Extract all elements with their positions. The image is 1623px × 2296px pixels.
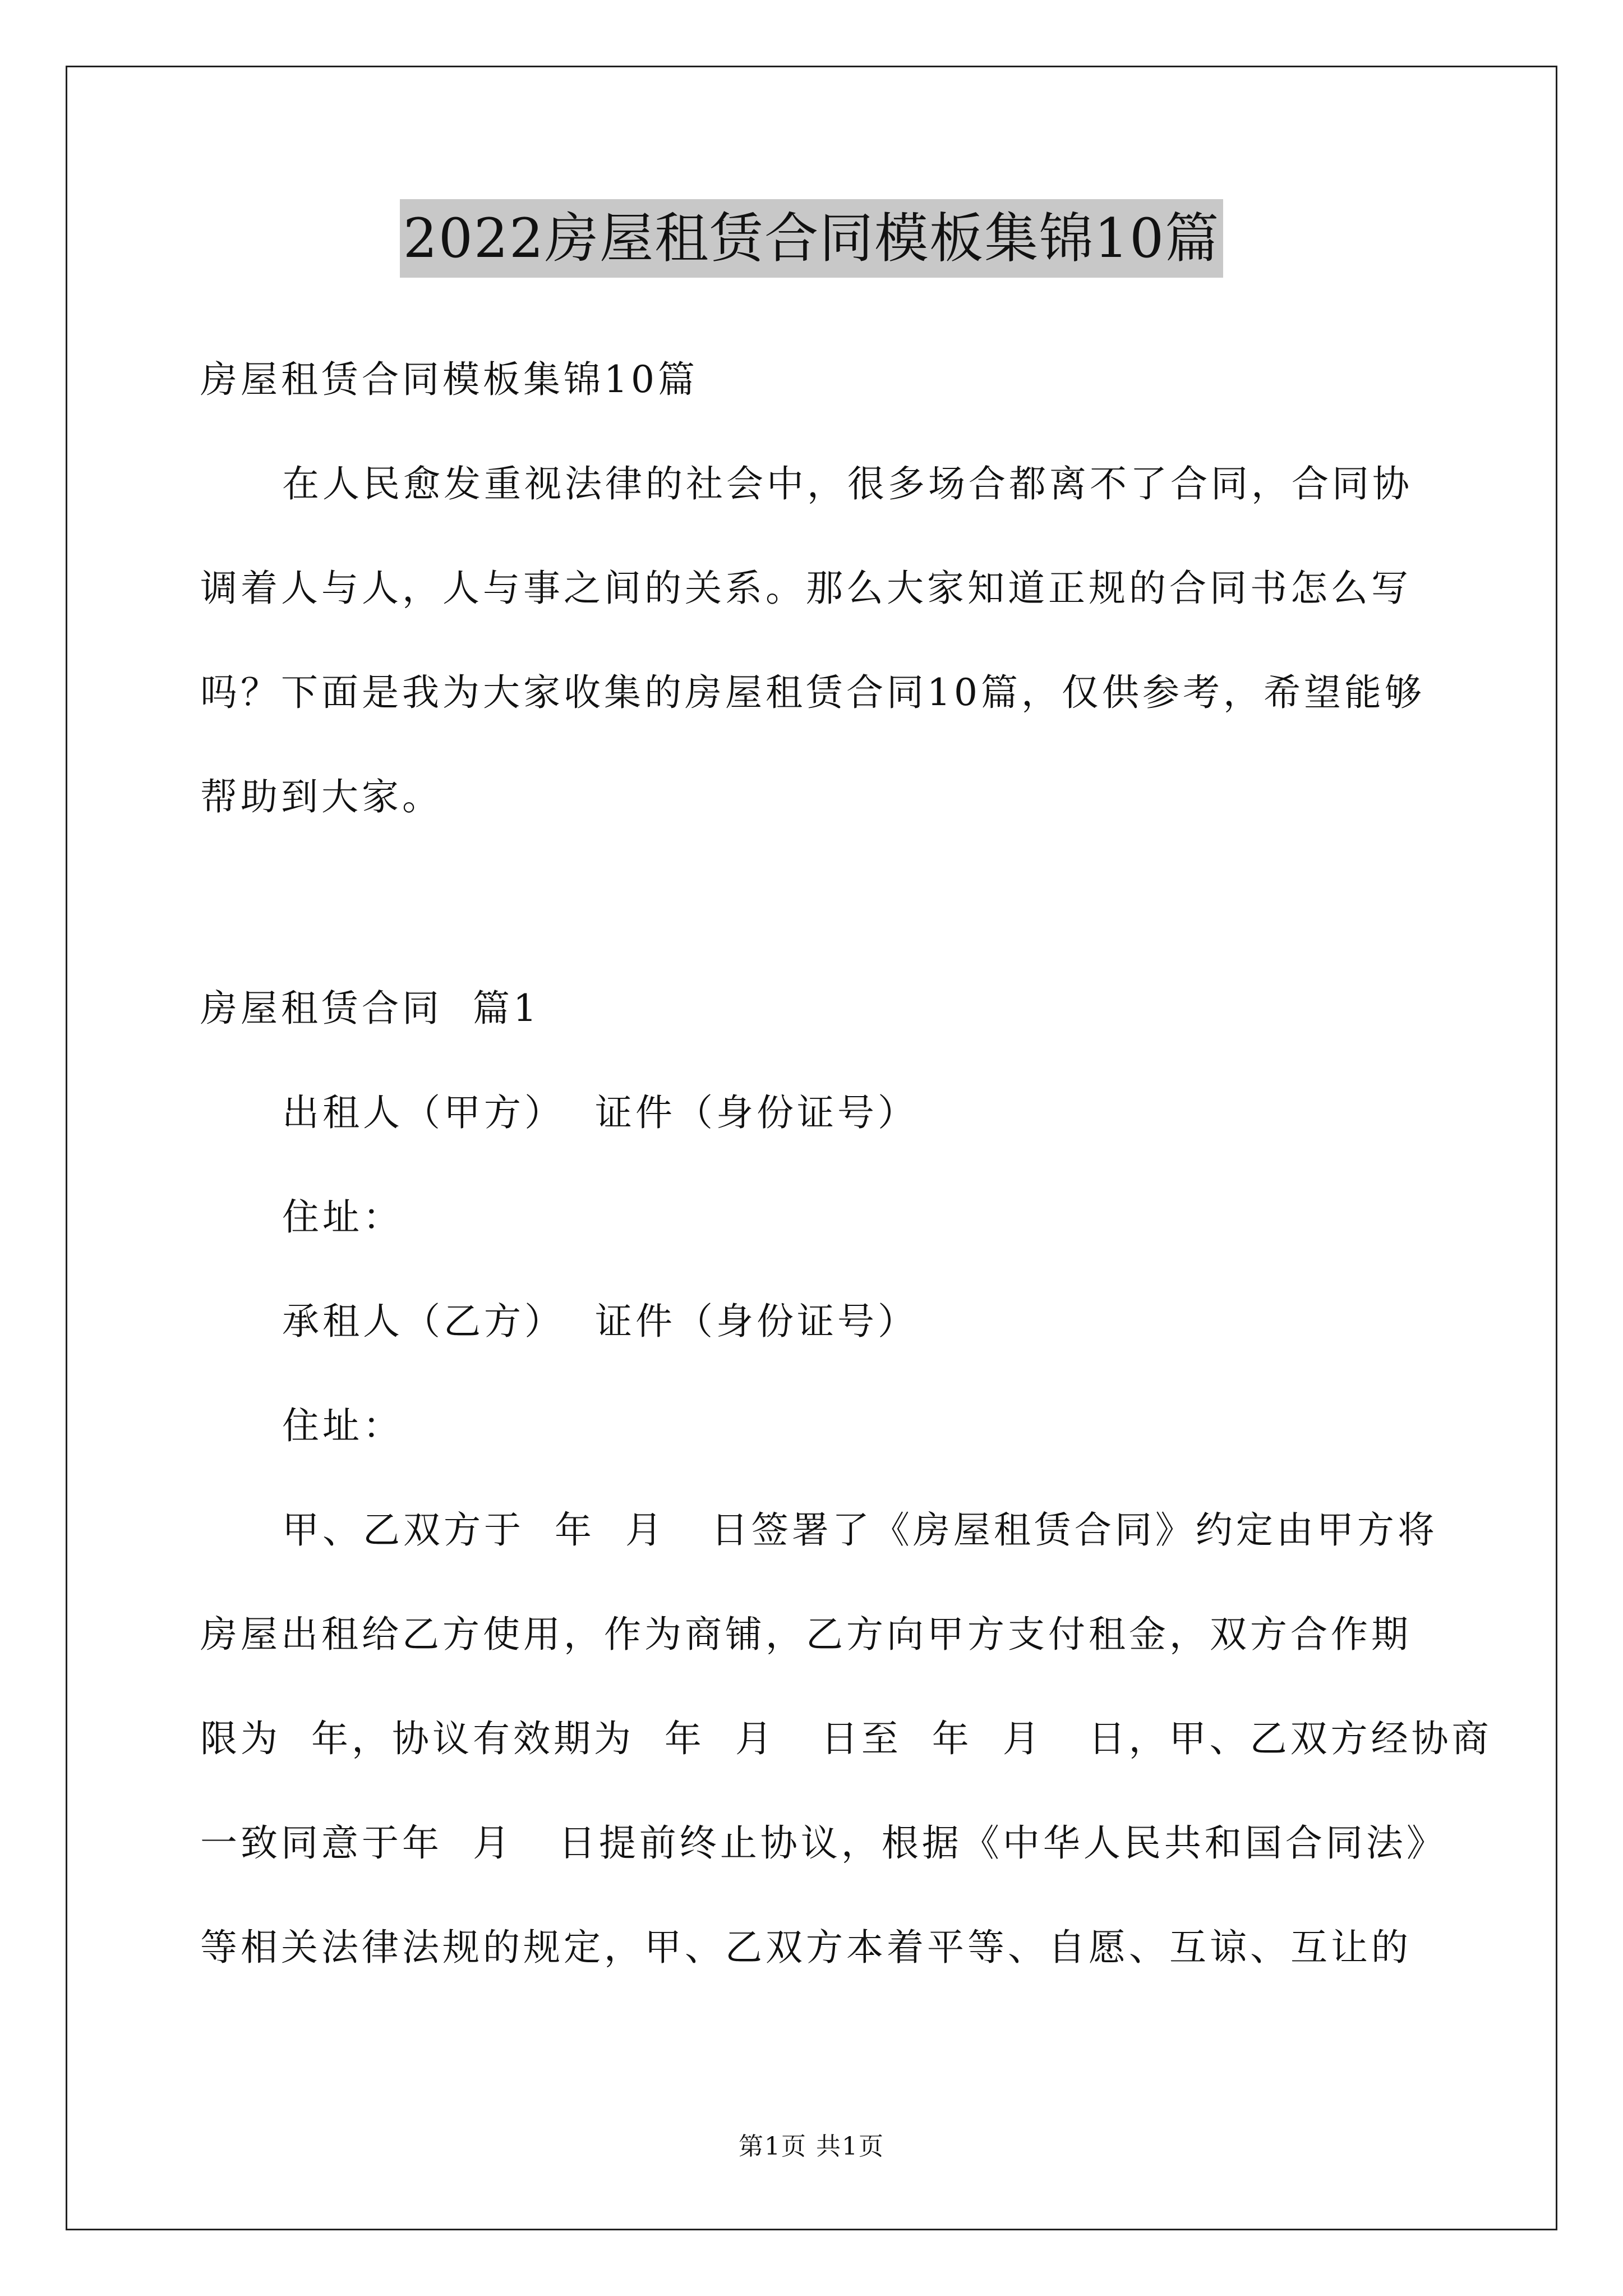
title-container [0, 199, 1623, 278]
page-number-footer: 第1页 共1页 [739, 2132, 884, 2161]
body-line: 甲、乙双方于 年 月 日签署了《房屋租赁合同》约定由甲方将 [282, 1508, 1438, 1552]
intro-line: 吗？下面是我为大家收集的房屋租赁合同10篇，仅供参考，希望能够 [200, 671, 1425, 714]
body-line: 房屋出租给乙方使用，作为商铺，乙方向甲方支付租金，双方合作期 [200, 1613, 1412, 1656]
document-title: 2022房屋租赁合同模板集锦10篇 [400, 199, 1223, 278]
lessee-field: 承租人（乙方） 证件（身份证号） [282, 1300, 918, 1343]
intro-line: 调着人与人，人与事之间的关系。那么大家知道正规的合同书怎么写 [200, 567, 1412, 610]
lessee-address-field: 住址： [282, 1404, 403, 1447]
document-subtitle: 房屋租赁合同模板集锦10篇 [200, 358, 698, 401]
body-line: 等相关法律法规的规定，甲、乙双方本着平等、自愿、互谅、互让的 [200, 1926, 1412, 1969]
body-line: 限为 年，协议有效期为 年 月 日至 年 月 日，甲、乙双方经协商 [200, 1717, 1492, 1760]
section-heading: 房屋租赁合同 篇1 [200, 987, 540, 1030]
lessor-field: 出租人（甲方） 证件（身份证号） [282, 1091, 918, 1134]
lessor-address-field: 住址： [282, 1195, 403, 1239]
intro-line: 在人民愈发重视法律的社会中，很多场合都离不了合同，合同协 [282, 462, 1413, 505]
intro-line: 帮助到大家。 [200, 775, 442, 818]
body-line: 一致同意于年 月 日提前终止协议，根据《中华人民共和国合同法》 [200, 1821, 1447, 1865]
